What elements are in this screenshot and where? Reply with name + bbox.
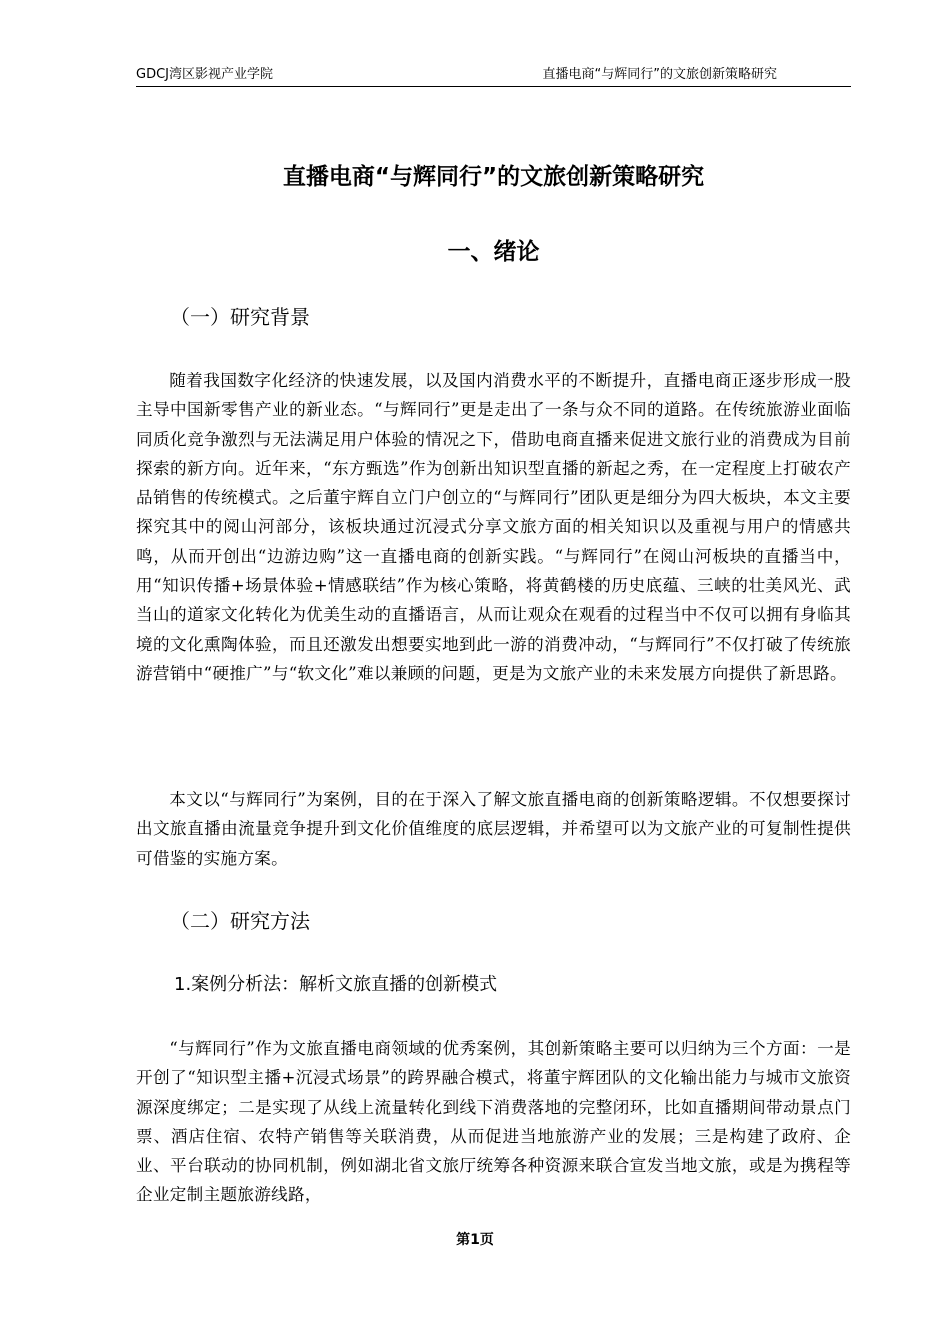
background-paragraph-1: 随着我国数字化经济的快速发展，以及国内消费水平的不断提升，直播电商正逐步形成一股主导中国新零售产业的新业态。“与辉同行”更是走出了一条与众不同的道路。在传统旅游业面临同质化竞争激烈与无法满足用户体验的情况之下，借助电商直播来促进文旅行业的消费成为目前探索的新方向。近年来，“东方甄选”作为创新出知识型直播的新起之秀，在一定程度上打破农产品销售的传统模式。之后董宇辉自立门户创立的“与辉同行”团队更是细分为四大板块，本文主要探究其中的阅山河部分，该板块通过沉浸式分享文旅方面的相关知识以及重视与用户的情感共鸣，从而开创出“边游边购”这一直播电商的创新实践。“与辉同行”在阅山河板块的直播当中，用“知识传播+场景体验+情感联结”作为核心策略，将黄鹤楼的历史底蕴、三峡的壮美风光、武当山的道家文化转化为优美生动的直播语言，从而让观众在观看的过程当中不仅可以拥有身临其境的文化熏陶体验，而且还激发出想要实地到此一游的消费冲动，“与辉同行”不仅打破了传统旅游营销中“硬推广”与“软文化”难以兼顾的问题，更是为文旅产业的未来发展方向提供了新思路。 [136,371,851,683]
page-number: 第1页 [456,1232,494,1248]
method-heading-case-analysis: 1.案例分析法：解析文旅直播的创新模式 [174,974,498,995]
subsection-heading-methods: （二）研究方法 [170,909,310,933]
page-header [136,64,851,87]
case-analysis-paragraph: “与辉同行”作为文旅直播电商领域的优秀案例，其创新策略主要可以归纳为三个方面：一是开创了“知识型主播+沉浸式场景”的跨界融合模式，将董宇辉团队的文化输出能力与城市文旅资源深度绑定；二是实现了从线上流量转化到线下消费落地的完整闭环，比如直播期间带动景点门票、酒店住宿、农特产销售等关联消费，从而促进当地旅游产业的发展；三是构建了政府、企业、平台联动的协同机制，例如湖北省文旅厅统筹各种资源来联合宣发当地文旅，或是为携程等企业定制主题旅游线路， [136,1039,851,1205]
subsection-heading-background: （一）研究背景 [170,305,310,329]
header-institution: GDCJ湾区影视产业学院 [136,67,273,82]
background-paragraph-2: 本文以“与辉同行”为案例，目的在于深入了解文旅直播电商的创新策略逻辑。不仅想要探讨出文旅直播由流量竞争提升到文化价值维度的底层逻辑，并希望可以为文旅产业的可复制性提供可借鉴的实施方案。 [136,790,851,868]
section-heading-introduction: 一、绪论 [447,239,540,265]
document-title: 直播电商“与辉同行”的文旅创新策略研究 [282,164,705,190]
header-document-title: 直播电商“与辉同行”的文旅创新策略研究 [542,67,777,82]
